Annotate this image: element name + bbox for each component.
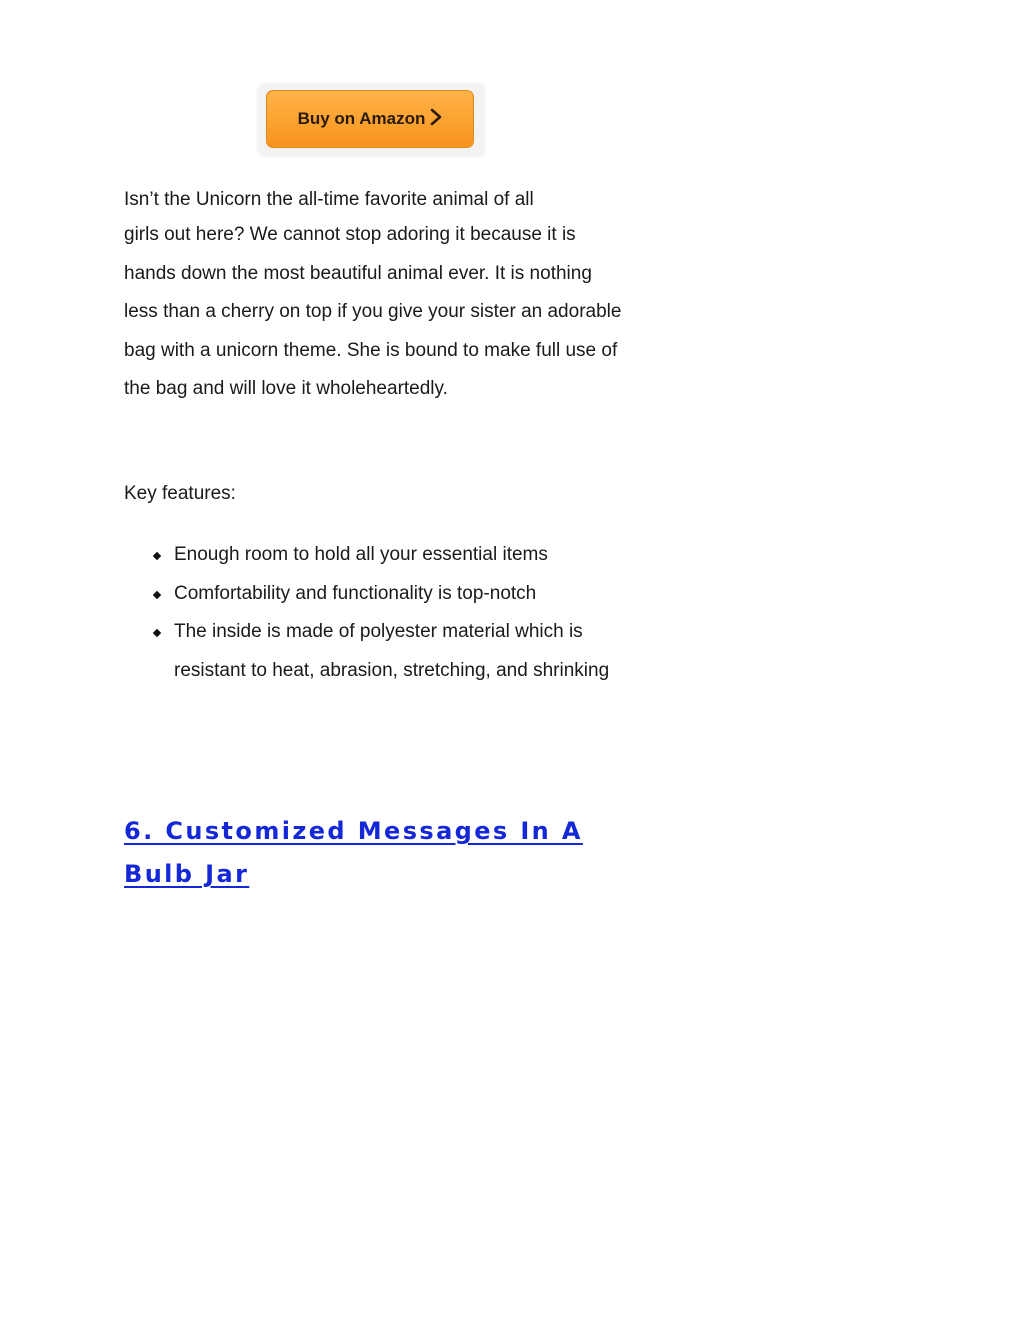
intro-paragraph bbox=[124, 184, 624, 409]
buy-button-label: Buy on Amazon bbox=[297, 109, 426, 128]
list-item-text: Comfortability and functionality is top-notch bbox=[174, 582, 537, 604]
intro-first-line: Isn’t the Unicorn the all-time favorite animal of all bbox=[124, 189, 534, 210]
key-features-label: Key features: bbox=[124, 483, 236, 504]
list-item bbox=[150, 575, 630, 614]
list-item bbox=[150, 536, 630, 575]
buy-on-amazon-badge bbox=[258, 84, 484, 156]
diamond-bullet-icon bbox=[153, 552, 161, 560]
diamond-bullet-icon bbox=[153, 629, 161, 637]
intro-body: girls out here? We cannot stop adoring it because it is hands down the most beautiful animal ever. It is nothing less than a cherry on top if you give your sister an adorable bag with a unicorn theme. She is bound to make full use of the bag and will love it wholeheartedly. bbox=[124, 224, 622, 400]
buy-on-amazon-button[interactable] bbox=[266, 90, 474, 148]
list-item-text: The inside is made of polyester material which is resistant to heat, abrasion, stretching, and shrinking bbox=[174, 621, 610, 681]
chevron-right-icon bbox=[430, 108, 442, 131]
diamond-bullet-icon bbox=[153, 590, 161, 598]
list-item-text: Enough room to hold all your essential items bbox=[174, 544, 548, 565]
section-heading-link[interactable]: 6. Customized Messages In A Bulb Jar bbox=[124, 817, 583, 888]
key-features-list bbox=[150, 536, 630, 690]
list-item bbox=[150, 613, 630, 690]
section-heading bbox=[124, 810, 594, 896]
